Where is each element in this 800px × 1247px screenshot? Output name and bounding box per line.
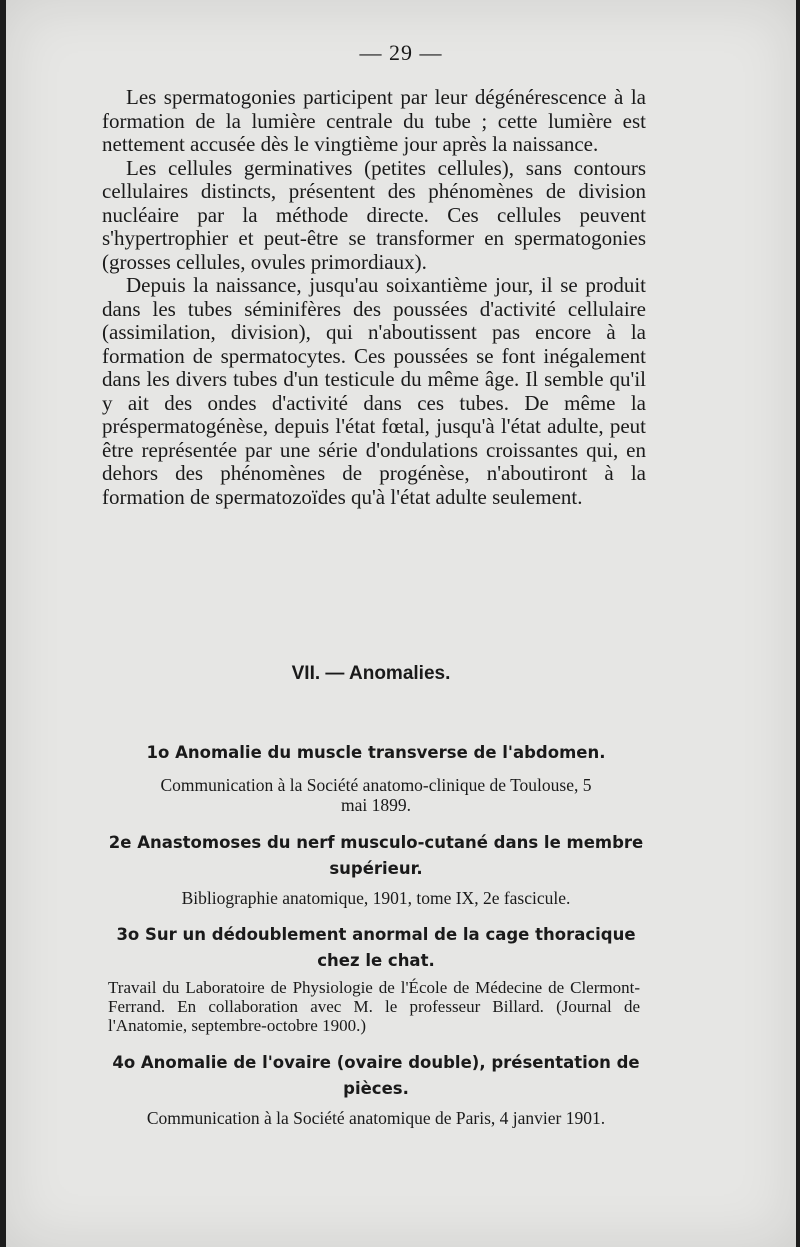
entry-1-source: Communication à la Société anatomo-clinique de Toulouse, 5 mai 1899. [160,775,592,815]
page-number: — 29 — [359,40,443,65]
entry-4-source: Communication à la Société anatomique de Paris, 4 janvier 1901. [146,1108,606,1128]
entry-3-source: Travail du Laboratoire de Physiologie de l'École de Médecine de Clermont-Ferrand. En collaboration avec M. le professeur Billard. (Journal de l'Anatomie, septembre-octobre 1900.) [108,978,640,1035]
entry-1-title: 1o Anomalie du muscle transverse de l'abdomen. [146,743,606,762]
paragraph-3: Depuis la naissance, jusqu'au soixantième jour, il se produit dans les tubes séminifères des poussées d'activité cellulaire (assimilation, division), qui n'aboutissent pas encore à la formation de spermatocytes. Ces poussées se font inégalement dans les divers tubes d'un testicule du même âge. Il semble qu'il y ait des ondes d'activité dans ces tubes. De même la préspermatogénèse, depuis l'état fœtal, jusqu'à l'état adulte, peut être représentée par une série d'ondulations croissantes qui, en dehors des phénomènes de progénèse, n'aboutiront à la formation de spermatozoïdes qu'à l'état adulte seulement. [102,273,646,509]
entry-3-title: 3o Sur un dédoublement anormal de la cage thoracique chez le chat. [116,925,636,970]
body-text [102,86,646,509]
entry-4-title: 4o Anomalie de l'ovaire (ovaire double), présentation de pièces. [112,1053,640,1098]
paragraph-2: Les cellules germinatives (petites cellules), sans contours cellulaires distincts, présentent des phénomènes de division nucléaire par la méthode directe. Ces cellules peuvent s'hypertrophier et peut-être se transformer en spermatogonies (grosses cellules, ovules primordiaux). [102,155,646,274]
book-page [6,0,796,1247]
entry-2-title: 2e Anastomoses du nerf musculo-cutané dans le membre supérieur. [108,833,644,878]
section-title: VII. — Anomalies. [291,663,451,684]
entry-2-source: Bibliographie anatomique, 1901, tome IX, 2e fascicule. [181,888,571,908]
paragraph-1: Les spermatogonies participent par leur dégénérescence à la formation de la lumière centrale du tube ; cette lumière est nettement accusée dès le vingtième jour après la naissance. [102,85,646,156]
